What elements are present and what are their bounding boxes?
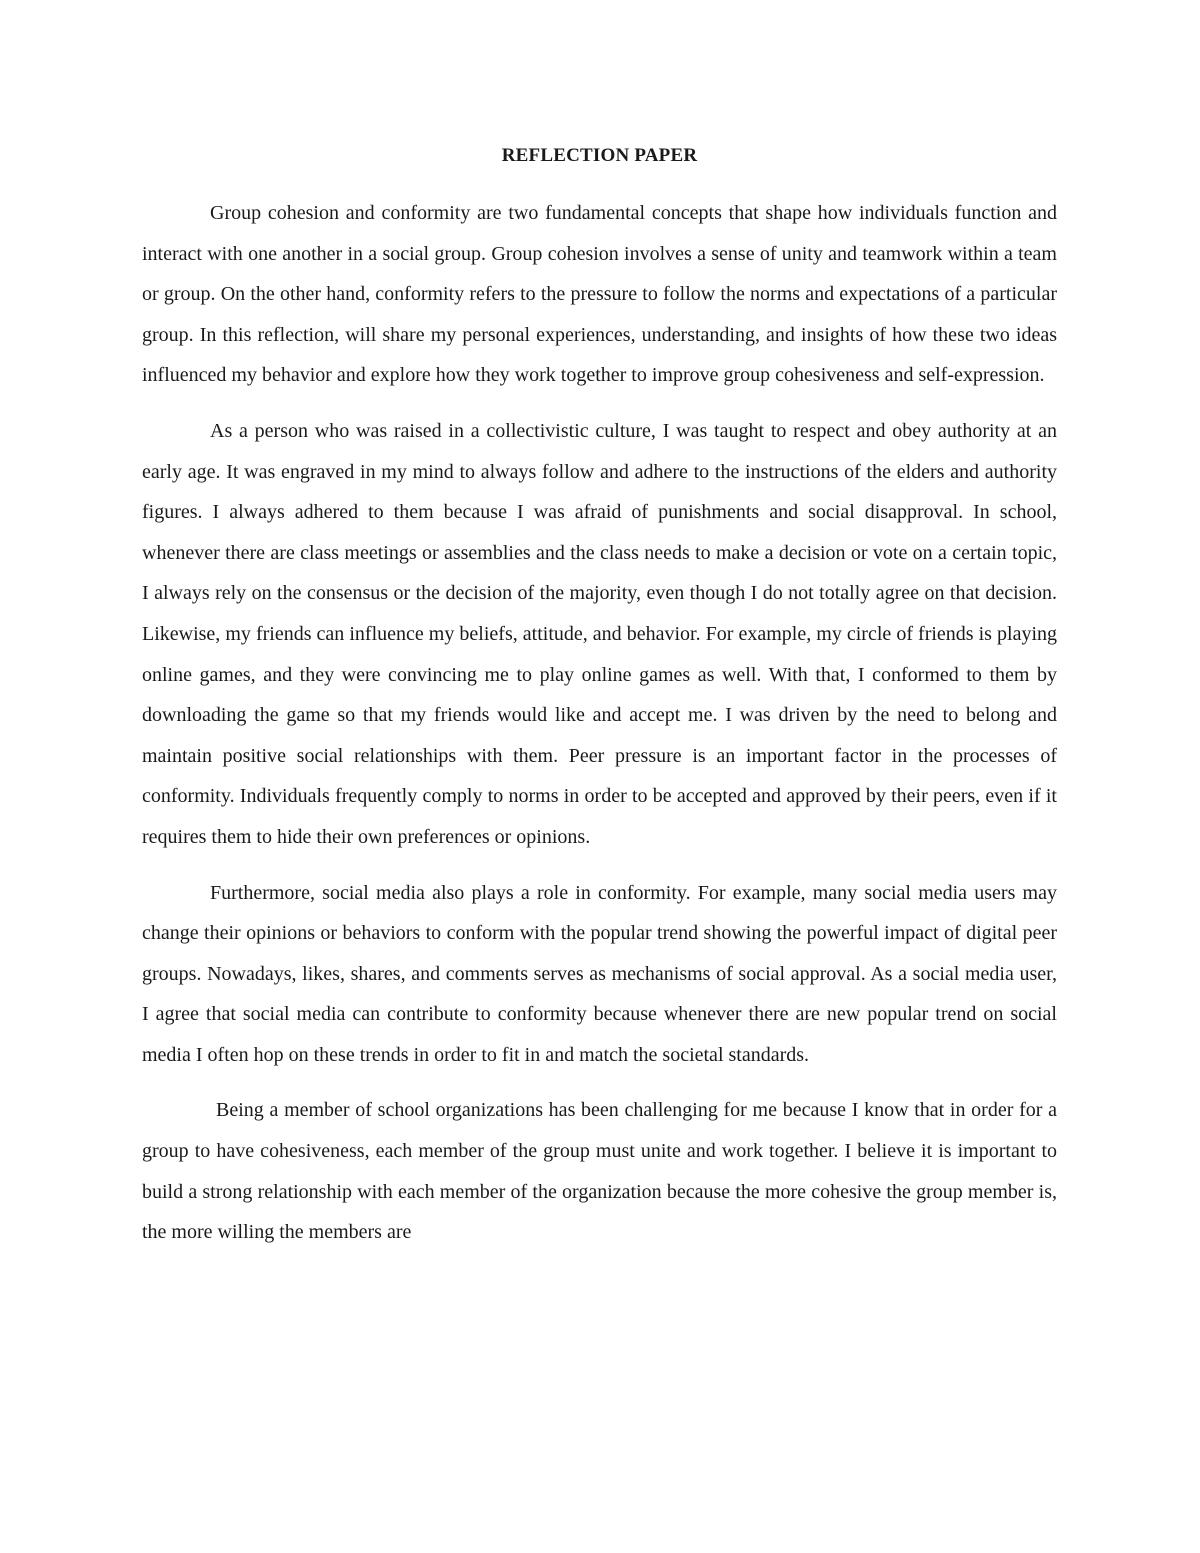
paragraph-1: Group cohesion and conformity are two fundamental concepts that shape how individuals function and interact with one another in a social group. Group cohesion involves a sense of unity and teamwork within a team or group. On the other hand, conformity refers to the pressure to follow the norms and expectations of a particular group. In this reflection, will share my personal experiences, understanding, and insights of how these two ideas influenced my behavior and explore how they work together to improve group cohesiveness and self-expression.: [142, 202, 1057, 387]
paragraph-3: Furthermore, social media also plays a role in conformity. For example, many social media users may change their opinions or behaviors to conform with the popular trend showing the powerful impact of digital peer groups. Nowadays, likes, shares, and comments serves as mechanisms of social approval. As a social media user, I agree that social media can contribute to conformity because whenever there are new popular trend on social media I often hop on these trends in order to fit in and match the societal standards.: [142, 881, 1057, 1066]
document-title: REFLECTION PAPER: [501, 145, 698, 166]
paragraph-2: As a person who was raised in a collectivistic culture, I was taught to respect and obey authority at an early age. It was engraved in my mind to always follow and adhere to the instructions of the elders and authority figures. I always adhered to them because I was afraid of punishments and social disapproval. In school, whenever there are class meetings or assemblies and the class needs to make a decision or vote on a certain topic, I always rely on the consensus or the decision of the majority, even though I do not totally agree on that decision. Likewise, my friends can influence my beliefs, attitude, and behavior. For example, my circle of friends is playing online games, and they were convincing me to play online games as well. With that, I conformed to them by downloading the game so that my friends would like and accept me. I was driven by the need to belong and maintain positive social relationships with them. Peer pressure is an important factor in the processes of conformity. Individuals frequently comply to norms in order to be accepted and approved by their peers, even if it requires them to hide their own preferences or opinions.: [142, 419, 1057, 848]
paragraph-4: Being a member of school organizations has been challenging for me because I know that in order for a group to have cohesiveness, each member of the group must unite and work together. I believe it is important to build a strong relationship with each member of the organization because the more cohesive the group member is, the more willing the members are: [142, 1099, 1057, 1244]
document-body: [142, 143, 1057, 1268]
